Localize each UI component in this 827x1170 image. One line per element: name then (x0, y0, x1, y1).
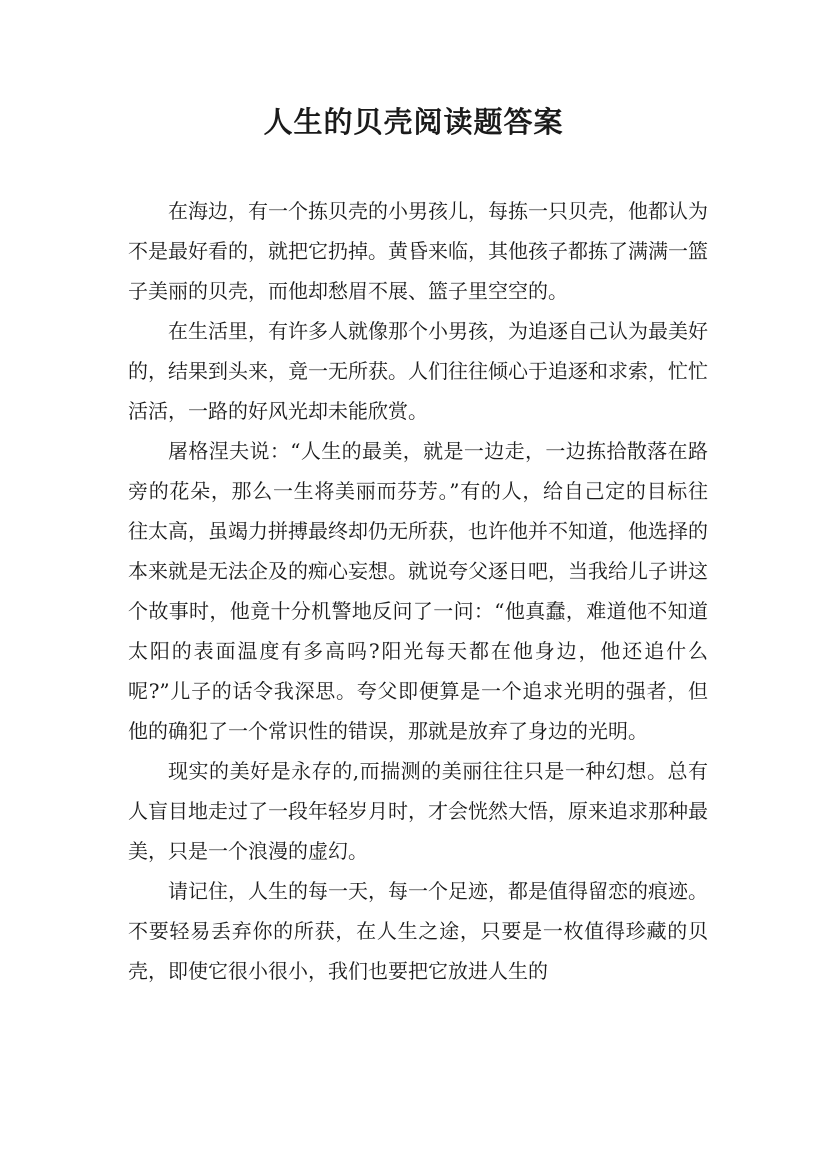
paragraph-4: 现实的美好是永存的,而揣测的美丽往往只是一种幻想。总有人盲目地走过了一段年轻岁月时，才会恍然大悟，原来追求那种最美，只是一个浪漫的虚幻。 (128, 759, 708, 863)
document-body (128, 191, 708, 991)
paragraph-1: 在海边，有一个拣贝壳的小男孩儿，每拣一只贝壳，他都认为不是最好看的，就把它扔掉。黄昏来临，其他孩子都拣了满满一篮子美丽的贝壳，而他却愁眉不展、篮子里空空的。 (128, 199, 708, 303)
paragraph-3: 屠格涅夫说：“人生的最美，就是一边走，一边拣拾散落在路旁的花朵，那么一生将美丽而芬芳。”有的人，给自己定的目标往往太高，虽竭力拼搏最终却仍无所获，也许他并不知道，他选择的本来就是无法企及的痴心妄想。就说夸父逐日吧，当我给儿子讲这个故事时，他竟十分机警地反问了一问：“他真蠢，难道他不知道太阳的表面温度有多高吗?阳光每天都在他身边，他还追什么呢?”儿子的话令我深思。夸父即便算是一个追求光明的强者，但他的确犯了一个常识性的错误，那就是放弃了身边的光明。 (128, 439, 708, 743)
document-title: 人生的贝壳阅读题答案 (263, 105, 564, 139)
paragraph-2: 在生活里，有许多人就像那个小男孩，为追逐自己认为最美好的，结果到头来，竟一无所获。人们往往倾心于追逐和求索，忙忙活活，一路的好风光却未能欣赏。 (128, 319, 708, 423)
paragraph-5: 请记住，人生的每一天，每一个足迹，都是值得留恋的痕迹。不要轻易丢弃你的所获，在人生之途，只要是一枚值得珍藏的贝壳，即使它很小很小，我们也要把它放进人生的 (128, 879, 708, 983)
